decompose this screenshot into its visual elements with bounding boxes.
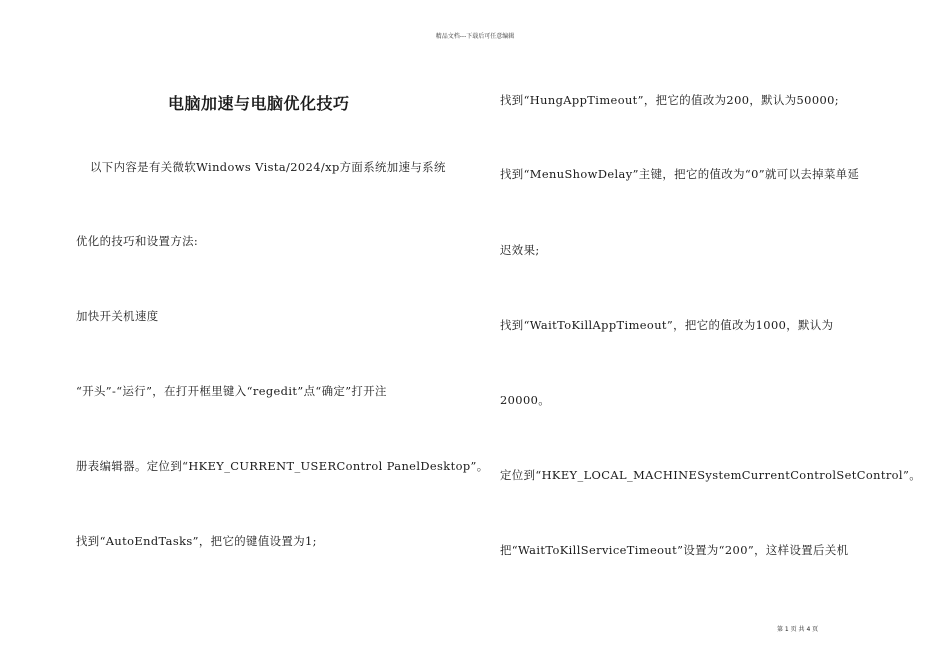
right-paragraph-line: 定位到“HKEY_LOCAL_MACHINESystemCurrentControlSetControl”。 (500, 468, 921, 482)
right-paragraph-line: 20000。 (500, 393, 551, 407)
left-paragraph-line: 以下内容是有关微软Windows Vista/2024/xp方面系统加速与系统 (90, 160, 446, 174)
right-paragraph-line: 迟效果; (500, 243, 540, 257)
right-paragraph-line: 找到“HungAppTimeout”，把它的值改为200，默认为50000; (500, 93, 839, 107)
page-header-note: 精品文档---下载后可任意编辑 (435, 33, 515, 40)
document-title: 电脑加速与电脑优化技巧 (168, 94, 350, 113)
left-paragraph-line: “开头”-“运行”，在打开框里键入“regedit”点“确定”打开注 (76, 384, 387, 398)
section-heading: 加快开关机速度 (76, 309, 159, 323)
left-paragraph-line: 册表编辑器。定位到“HKEY_CURRENT_USERControl PanelDesktop”。 (76, 459, 489, 473)
left-paragraph-line: 找到“AutoEndTasks”，把它的键值设置为1; (76, 534, 317, 548)
right-paragraph-line: 找到“MenuShowDelay”主键，把它的值改为“0”就可以去掉菜单延 (500, 167, 860, 181)
right-paragraph-line: 把“WaitToKillServiceTimeout”设置为“200”，这样设置后关机 (500, 543, 849, 557)
right-paragraph-line: 找到“WaitToKillAppTimeout”，把它的值改为1000，默认为 (500, 318, 834, 332)
page-number-footer: 第 1 页 共 4 页 (777, 626, 819, 633)
left-paragraph-line: 优化的技巧和设置方法: (76, 234, 199, 248)
